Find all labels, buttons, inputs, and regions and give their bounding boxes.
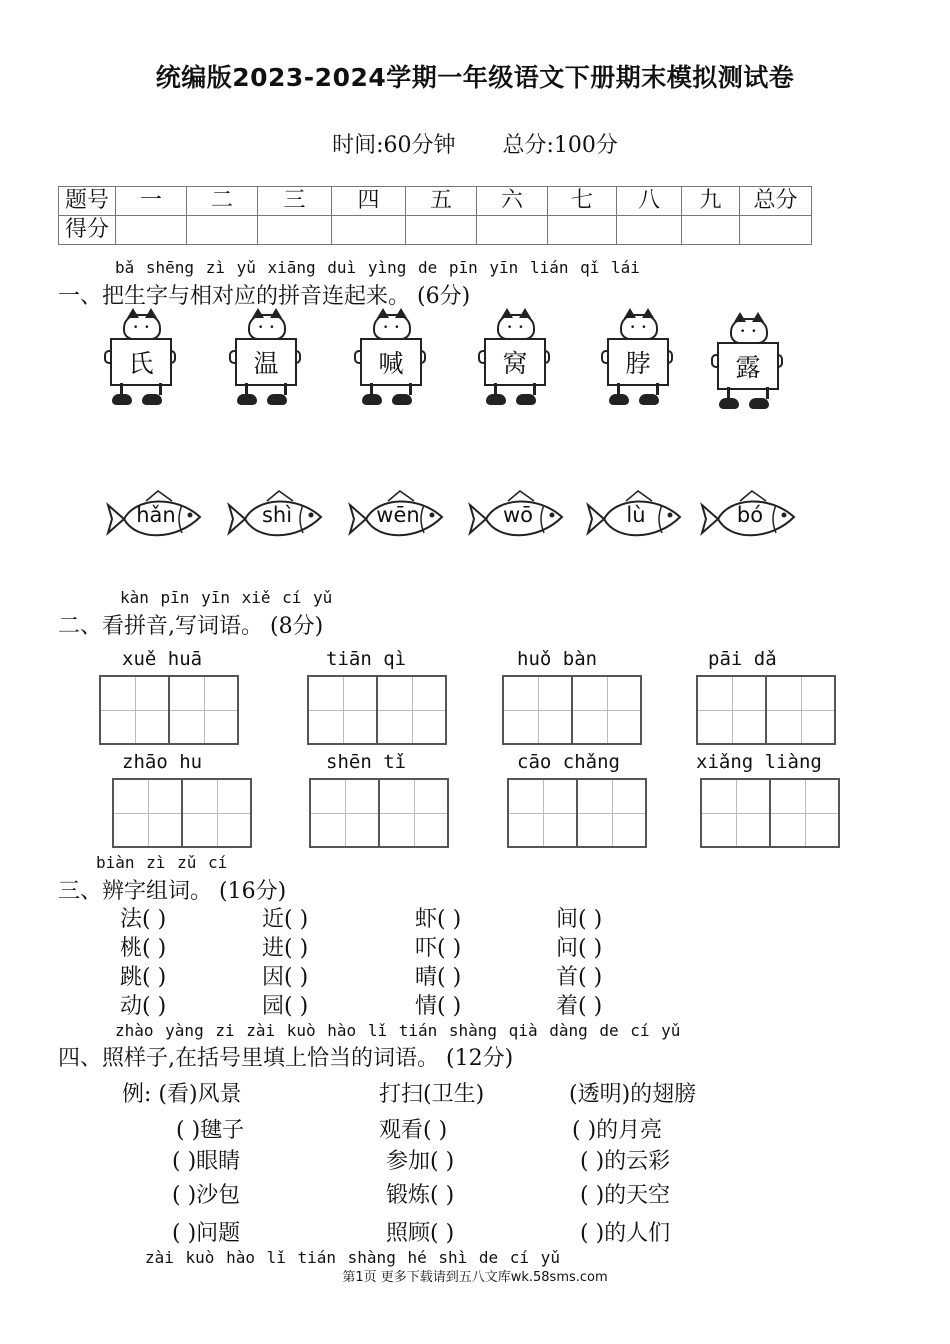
cat-foot-icon bbox=[362, 394, 382, 405]
writing-grid[interactable] bbox=[696, 675, 836, 745]
score-input-cell[interactable] bbox=[406, 216, 477, 245]
fish-card-4[interactable] bbox=[468, 487, 568, 551]
next-section-pinyin: zài kuò hào lǐ tián shàng hé shì de cí yǔ bbox=[145, 1248, 560, 1267]
character-sign: 氏 bbox=[110, 338, 172, 386]
score-input-cell[interactable] bbox=[477, 216, 548, 245]
cat-foot-icon bbox=[267, 394, 287, 405]
fish-card-1[interactable] bbox=[106, 487, 206, 551]
writing-cell[interactable] bbox=[309, 677, 376, 743]
word-blank[interactable]: 晴( ) bbox=[415, 965, 462, 990]
example-item: (透明)的翅膀 bbox=[569, 1082, 697, 1107]
writing-cell[interactable] bbox=[769, 780, 838, 846]
cat-foot-icon bbox=[639, 394, 659, 405]
exam-info bbox=[0, 128, 950, 159]
word-pinyin: tiān qì bbox=[326, 648, 407, 670]
score-input-cell[interactable] bbox=[682, 216, 740, 245]
word-pinyin: zhāo hu bbox=[122, 751, 203, 773]
character-sign: 露 bbox=[717, 342, 779, 390]
cat-head-icon: •• bbox=[123, 314, 161, 340]
section1-pinyin: bǎ shēng zì yǔ xiāng duì yìng de pīn yīn lián qǐ lái bbox=[115, 258, 640, 277]
score-cell: 二 bbox=[187, 187, 258, 216]
score-cell: 题号 bbox=[59, 187, 116, 216]
score-cell: 九 bbox=[682, 187, 740, 216]
word-pinyin: xiǎng liàng bbox=[696, 751, 822, 773]
cat-foot-icon bbox=[112, 394, 132, 405]
writing-cell[interactable] bbox=[765, 677, 834, 743]
cat-card-4[interactable] bbox=[478, 314, 548, 406]
exam-time: 时间:60分钟 bbox=[332, 133, 456, 158]
word-blank[interactable]: 虾( ) bbox=[415, 907, 462, 932]
phrase-blank[interactable]: ( )的月亮 bbox=[572, 1118, 663, 1143]
example-item: 例: (看)风景 bbox=[122, 1082, 242, 1107]
score-input-cell[interactable] bbox=[258, 216, 332, 245]
cat-foot-icon bbox=[516, 394, 536, 405]
word-blank[interactable]: 法( ) bbox=[120, 907, 167, 932]
section3-pinyin: biàn zì zǔ cí bbox=[96, 853, 228, 872]
score-cell: 八 bbox=[617, 187, 682, 216]
fish-pinyin: wō bbox=[502, 503, 534, 527]
character-sign: 窝 bbox=[484, 338, 546, 386]
fish-pinyin: lù bbox=[626, 503, 646, 527]
section2-title: 二、看拼音,写词语。 (8分) bbox=[58, 614, 324, 639]
fish-pinyin: hǎn bbox=[136, 503, 176, 527]
section4-pinyin: zhào yàng zi zài kuò hào lǐ tián shàng qià dàng de cí yǔ bbox=[115, 1021, 681, 1040]
cat-foot-icon bbox=[142, 394, 162, 405]
score-table-score-row bbox=[59, 216, 812, 245]
score-input-cell[interactable] bbox=[617, 216, 682, 245]
score-input-cell[interactable] bbox=[332, 216, 406, 245]
score-cell: 总分 bbox=[740, 187, 812, 216]
section4-title: 四、照样子,在括号里填上恰当的词语。 (12分) bbox=[58, 1046, 514, 1071]
score-cell: 三 bbox=[258, 187, 332, 216]
word-blank[interactable]: 着( ) bbox=[556, 994, 603, 1019]
character-sign: 温 bbox=[235, 338, 297, 386]
writing-cell[interactable] bbox=[101, 677, 168, 743]
word-blank[interactable]: 吓( ) bbox=[415, 936, 462, 961]
score-input-cell[interactable] bbox=[187, 216, 258, 245]
phrase-blank[interactable]: ( )眼睛 bbox=[172, 1149, 241, 1174]
score-cell: 五 bbox=[406, 187, 477, 216]
cat-head-icon: •• bbox=[620, 314, 658, 340]
word-blank[interactable]: 间( ) bbox=[556, 907, 603, 932]
score-table bbox=[58, 186, 812, 245]
section3-title: 三、辨字组词。 (16分) bbox=[58, 879, 287, 904]
writing-grid[interactable] bbox=[112, 778, 252, 848]
cat-card-6[interactable] bbox=[711, 318, 781, 410]
fish-pinyin: shì bbox=[261, 503, 293, 527]
page-footer: 第1页 更多下载请到五八文库wk.58sms.com bbox=[342, 1270, 608, 1285]
score-input-cell[interactable] bbox=[548, 216, 617, 245]
writing-grid[interactable] bbox=[307, 675, 447, 745]
cat-foot-icon bbox=[486, 394, 506, 405]
cat-card-5[interactable] bbox=[601, 314, 671, 406]
cat-card-1[interactable] bbox=[104, 314, 174, 406]
cat-foot-icon bbox=[749, 398, 769, 409]
writing-cell[interactable] bbox=[114, 780, 181, 846]
score-input-cell[interactable] bbox=[116, 216, 187, 245]
word-pinyin: huǒ bàn bbox=[517, 648, 598, 670]
writing-grid[interactable] bbox=[700, 778, 840, 848]
writing-cell[interactable] bbox=[504, 677, 571, 743]
phrase-blank[interactable]: ( )毽子 bbox=[176, 1118, 245, 1143]
writing-cell[interactable] bbox=[181, 780, 250, 846]
fish-card-3[interactable] bbox=[348, 487, 448, 551]
word-pinyin: shēn tǐ bbox=[326, 751, 407, 773]
phrase-blank[interactable]: ( )的云彩 bbox=[580, 1149, 671, 1174]
word-blank[interactable]: 跳( ) bbox=[120, 965, 167, 990]
phrase-blank[interactable]: 参加( ) bbox=[386, 1149, 455, 1174]
cat-foot-icon bbox=[609, 394, 629, 405]
word-pinyin: pāi dǎ bbox=[708, 648, 777, 670]
fish-card-6[interactable] bbox=[700, 487, 800, 551]
writing-cell[interactable] bbox=[698, 677, 765, 743]
section1-title: 一、把生字与相对应的拼音连起来。 (6分) bbox=[58, 284, 471, 309]
example-item: 打扫(卫生) bbox=[379, 1082, 485, 1107]
character-sign: 喊 bbox=[360, 338, 422, 386]
fish-pinyin: wēn bbox=[376, 503, 420, 527]
score-cell: 四 bbox=[332, 187, 406, 216]
word-blank[interactable]: 近( ) bbox=[262, 907, 309, 932]
word-blank[interactable]: 首( ) bbox=[556, 965, 603, 990]
score-cell: 六 bbox=[477, 187, 548, 216]
cat-card-2[interactable] bbox=[229, 314, 299, 406]
cat-foot-icon bbox=[392, 394, 412, 405]
phrase-blank[interactable]: 观看( ) bbox=[379, 1118, 448, 1143]
phrase-blank[interactable]: ( )的天空 bbox=[580, 1183, 671, 1208]
word-blank[interactable]: 因( ) bbox=[262, 965, 309, 990]
writing-cell[interactable] bbox=[378, 780, 447, 846]
exam-total: 总分:100分 bbox=[502, 133, 618, 158]
fish-card-5[interactable] bbox=[586, 487, 686, 551]
writing-grid[interactable] bbox=[502, 675, 642, 745]
writing-cell[interactable] bbox=[702, 780, 769, 846]
writing-cell[interactable] bbox=[168, 677, 237, 743]
writing-cell[interactable] bbox=[576, 780, 645, 846]
writing-grid[interactable] bbox=[99, 675, 239, 745]
cat-head-icon: •• bbox=[373, 314, 411, 340]
character-sign: 脖 bbox=[607, 338, 669, 386]
score-table-header-row bbox=[59, 187, 812, 216]
word-pinyin: xuě huā bbox=[122, 648, 203, 670]
cat-head-icon: •• bbox=[248, 314, 286, 340]
writing-cell[interactable] bbox=[311, 780, 378, 846]
cat-head-icon: •• bbox=[730, 318, 768, 344]
writing-grid[interactable] bbox=[309, 778, 449, 848]
score-cell: 一 bbox=[116, 187, 187, 216]
cat-card-3[interactable] bbox=[354, 314, 424, 406]
fish-pinyin: bó bbox=[736, 503, 764, 527]
word-blank[interactable]: 园( ) bbox=[262, 994, 309, 1019]
cat-foot-icon bbox=[719, 398, 739, 409]
cat-foot-icon bbox=[237, 394, 257, 405]
score-cell: 七 bbox=[548, 187, 617, 216]
word-pinyin: cāo chǎng bbox=[517, 751, 620, 773]
phrase-blank[interactable]: 锻炼( ) bbox=[386, 1183, 455, 1208]
exam-title: 统编版2023-2024学期一年级语文下册期末模拟测试卷 bbox=[155, 63, 795, 92]
cat-head-icon: •• bbox=[497, 314, 535, 340]
writing-cell[interactable] bbox=[571, 677, 640, 743]
phrase-blank[interactable]: ( )问题 bbox=[172, 1221, 241, 1246]
section2-pinyin: kàn pīn yīn xiě cí yǔ bbox=[120, 588, 333, 607]
word-blank[interactable]: 动( ) bbox=[120, 994, 167, 1019]
word-blank[interactable]: 桃( ) bbox=[120, 936, 167, 961]
phrase-blank[interactable]: ( )沙包 bbox=[172, 1183, 241, 1208]
writing-grid[interactable] bbox=[507, 778, 647, 848]
score-input-cell[interactable] bbox=[740, 216, 812, 245]
word-blank[interactable]: 进( ) bbox=[262, 936, 309, 961]
phrase-blank[interactable]: ( )的人们 bbox=[580, 1221, 671, 1246]
writing-cell[interactable] bbox=[509, 780, 576, 846]
word-blank[interactable]: 情( ) bbox=[415, 994, 462, 1019]
fish-card-2[interactable] bbox=[227, 487, 327, 551]
writing-cell[interactable] bbox=[376, 677, 445, 743]
score-cell: 得分 bbox=[59, 216, 116, 245]
word-blank[interactable]: 问( ) bbox=[556, 936, 603, 961]
phrase-blank[interactable]: 照顾( ) bbox=[386, 1221, 455, 1246]
